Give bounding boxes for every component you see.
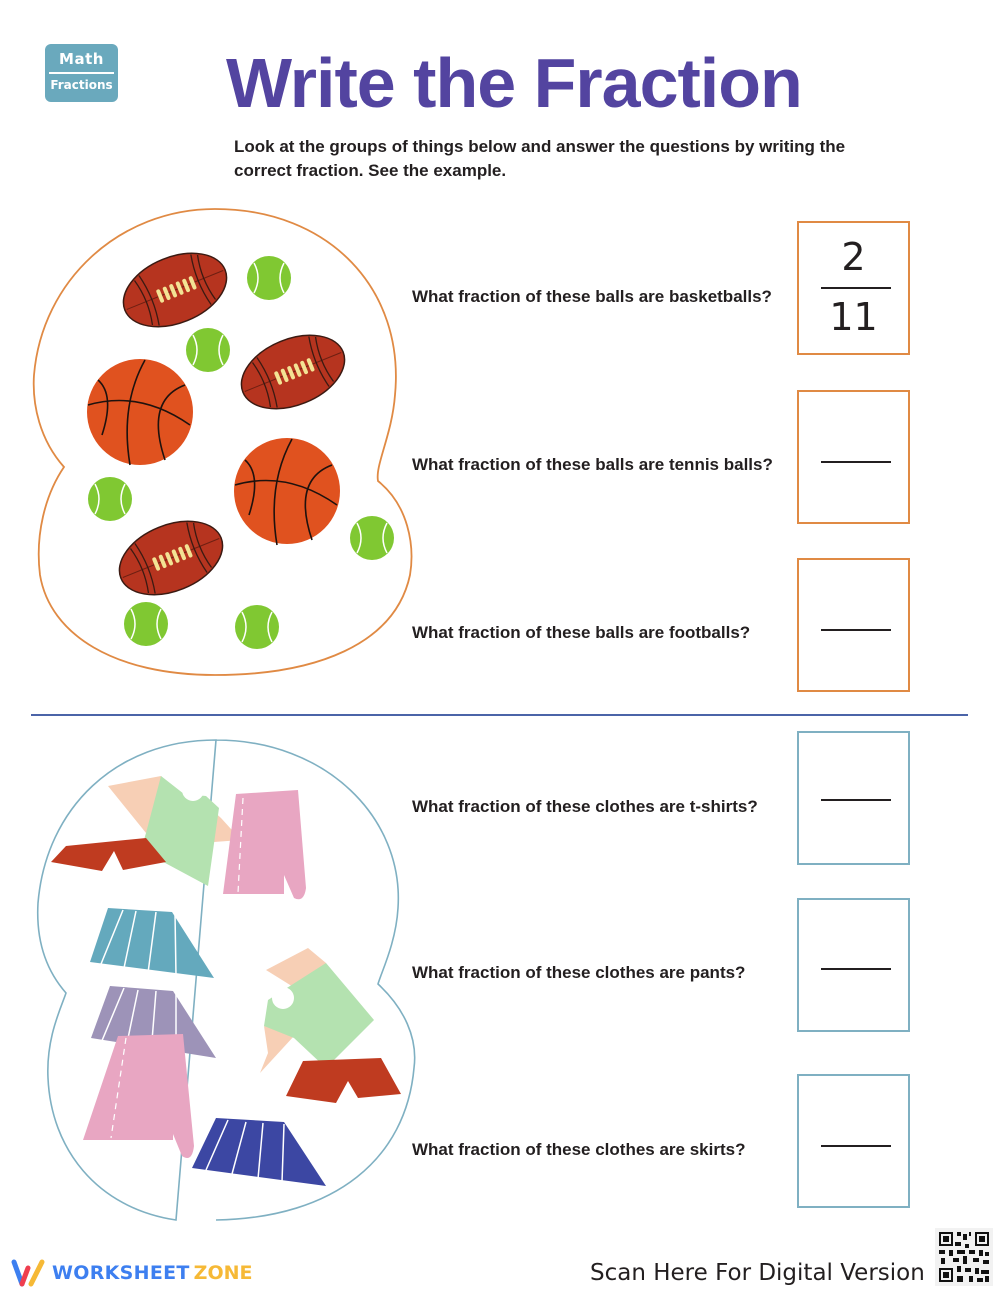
pants-icon	[223, 790, 306, 899]
answer-box-footballs[interactable]	[797, 558, 910, 692]
badge-subject: Math	[59, 50, 104, 68]
qr-code-icon[interactable]	[935, 1228, 993, 1286]
question-pants: What fraction of these clothes are pants?	[412, 963, 746, 982]
denominator: 11	[829, 295, 878, 339]
question-footballs: What fraction of these balls are footballs?	[412, 623, 751, 642]
answer-box-tennis-balls[interactable]	[797, 390, 910, 524]
tennis-ball-icon	[235, 605, 279, 649]
answer-box-pants[interactable]	[797, 898, 910, 1032]
numerator: 2	[841, 235, 866, 279]
fraction-bar	[821, 461, 891, 463]
fraction-bar	[821, 629, 891, 631]
tennis-ball-icon	[247, 256, 291, 300]
clothes-group-illustration	[36, 738, 421, 1223]
brand-name-part2: ZONE	[193, 1262, 253, 1284]
scan-instruction: Scan Here For Digital Version	[590, 1260, 925, 1286]
page-title: Write the Fraction	[226, 44, 802, 122]
tennis-ball-icon	[88, 477, 132, 521]
answer-box-basketballs[interactable]	[797, 221, 910, 355]
badge-divider	[49, 72, 114, 74]
brand-name-part1: WORKSHEET	[52, 1262, 190, 1284]
answer-box-skirts[interactable]	[797, 1074, 910, 1208]
fraction-bar	[821, 799, 891, 801]
fraction-bar	[821, 968, 891, 970]
section-divider	[31, 714, 968, 716]
badge-topic: Fractions	[50, 78, 113, 92]
balls-group-illustration	[30, 205, 415, 680]
tennis-ball-icon	[350, 516, 394, 560]
tennis-ball-icon	[186, 328, 230, 372]
question-t-shirts: What fraction of these clothes are t-shirts?	[412, 797, 758, 816]
tennis-ball-icon	[124, 602, 168, 646]
subject-badge	[45, 44, 118, 102]
fraction-bar	[821, 1145, 891, 1147]
question-basketballs: What fraction of these balls are basketballs?	[412, 287, 772, 306]
worksheetzone-logo-icon	[10, 1258, 46, 1288]
fraction-bar	[821, 287, 891, 289]
brand-logo[interactable]	[10, 1258, 252, 1288]
question-tennis-balls: What fraction of these balls are tennis balls?	[412, 455, 773, 474]
answer-box-t-shirts[interactable]	[797, 731, 910, 865]
instructions: Look at the groups of things below and answer the questions by writing the correct fraction. See the example.	[234, 137, 846, 180]
question-skirts: What fraction of these clothes are skirts?	[412, 1140, 746, 1159]
basketball-icon	[87, 359, 193, 465]
